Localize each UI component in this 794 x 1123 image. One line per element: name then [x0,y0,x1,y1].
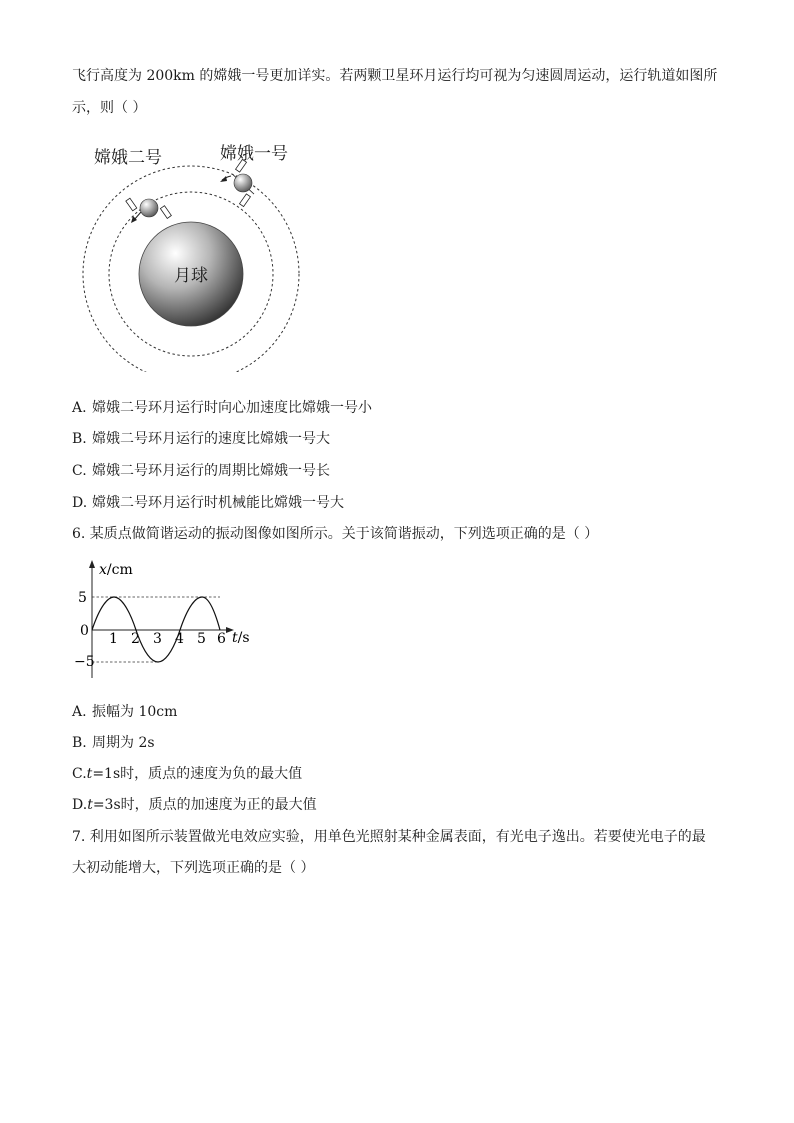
option-text: 嫦娥二号环月运行的速度比嫦娥一号大 [92,431,330,447]
y-tick-5: 5 [78,590,87,606]
q7-stem-line1: 7. 利用如图所示装置做光电效应实验，用单色光照射某种金属表面，有光电子逸出。若要使光电子的最 [72,829,706,845]
x-tick-1: 1 [109,631,118,647]
x-axis-label: t/s [232,630,250,646]
x-tick-5: 5 [197,631,206,647]
option-letter: A. [72,400,87,416]
q5-stem-line1: 飞行高度为 200km 的嫦娥一号更加详实。若两颗卫星环月运行均可视为匀速圆周运动，运行轨道如图所 [72,68,718,84]
chang-e-1-arrow [220,176,231,182]
option-text: 时，质点的速度为负的最大值 [120,766,303,782]
option-text: 嫦娥二号环月运行时向心加速度比嫦娥一号小 [92,400,372,416]
option-letter: B. [72,735,87,751]
q7-stem-line2: 大初动能增大，下列选项正确的是（ ） [72,860,315,876]
option-letter: B. [72,431,87,447]
q5-option-a[interactable] [72,398,372,418]
option-letter: C. [72,766,87,782]
q6-option-d[interactable] [72,795,317,815]
x-tick-6: 6 [217,631,226,647]
option-letter: D. [72,797,88,813]
option-letter: D. [72,495,88,511]
option-letter: A. [72,704,87,720]
option-text: 振幅为 10cm [92,704,178,720]
option-text: 时，质点的加速度为正的最大值 [120,797,317,813]
q6-option-c[interactable] [72,764,302,784]
option-eq: =3s [92,797,121,813]
q5-option-d[interactable] [72,493,344,513]
q5-option-b[interactable] [72,429,330,449]
option-text: 嫦娥二号环月运行的周期比嫦娥一号长 [92,463,330,479]
q6-option-b[interactable] [72,733,155,753]
option-letter: C. [72,463,87,479]
option-eq: =1s [92,766,121,782]
option-text: 周期为 2s [92,735,155,751]
chang-e-2-satellite [126,198,172,218]
vibration-graph [72,558,262,688]
orbit-figure [78,140,308,372]
x-tick-4: 4 [175,631,184,647]
y-tick-neg5: −5 [74,654,95,670]
chang-e-2-label: 嫦娥二号 [94,148,162,168]
q5-option-c[interactable] [72,461,330,481]
moon-label: 月球 [174,266,208,286]
q6-stem: 6. 某质点做简谐运动的振动图像如图所示。关于该简谐振动，下列选项正确的是（ ） [72,526,599,542]
q6-option-a[interactable] [72,702,177,722]
option-text: 嫦娥二号环月运行时机械能比嫦娥一号大 [92,495,344,511]
y-axis-arrow [89,560,95,568]
origin-label: 0 [80,623,89,639]
option-var: t [86,766,93,782]
chang-e-1-satellite [232,159,254,206]
x-tick-3: 3 [153,631,162,647]
chang-e-1-label: 嫦娥一号 [220,144,288,164]
x-tick-2: 2 [131,631,140,647]
y-axis-label: x/cm [99,562,133,578]
q5-stem-line2: 示，则（ ） [72,100,147,116]
option-var: t [87,797,93,813]
